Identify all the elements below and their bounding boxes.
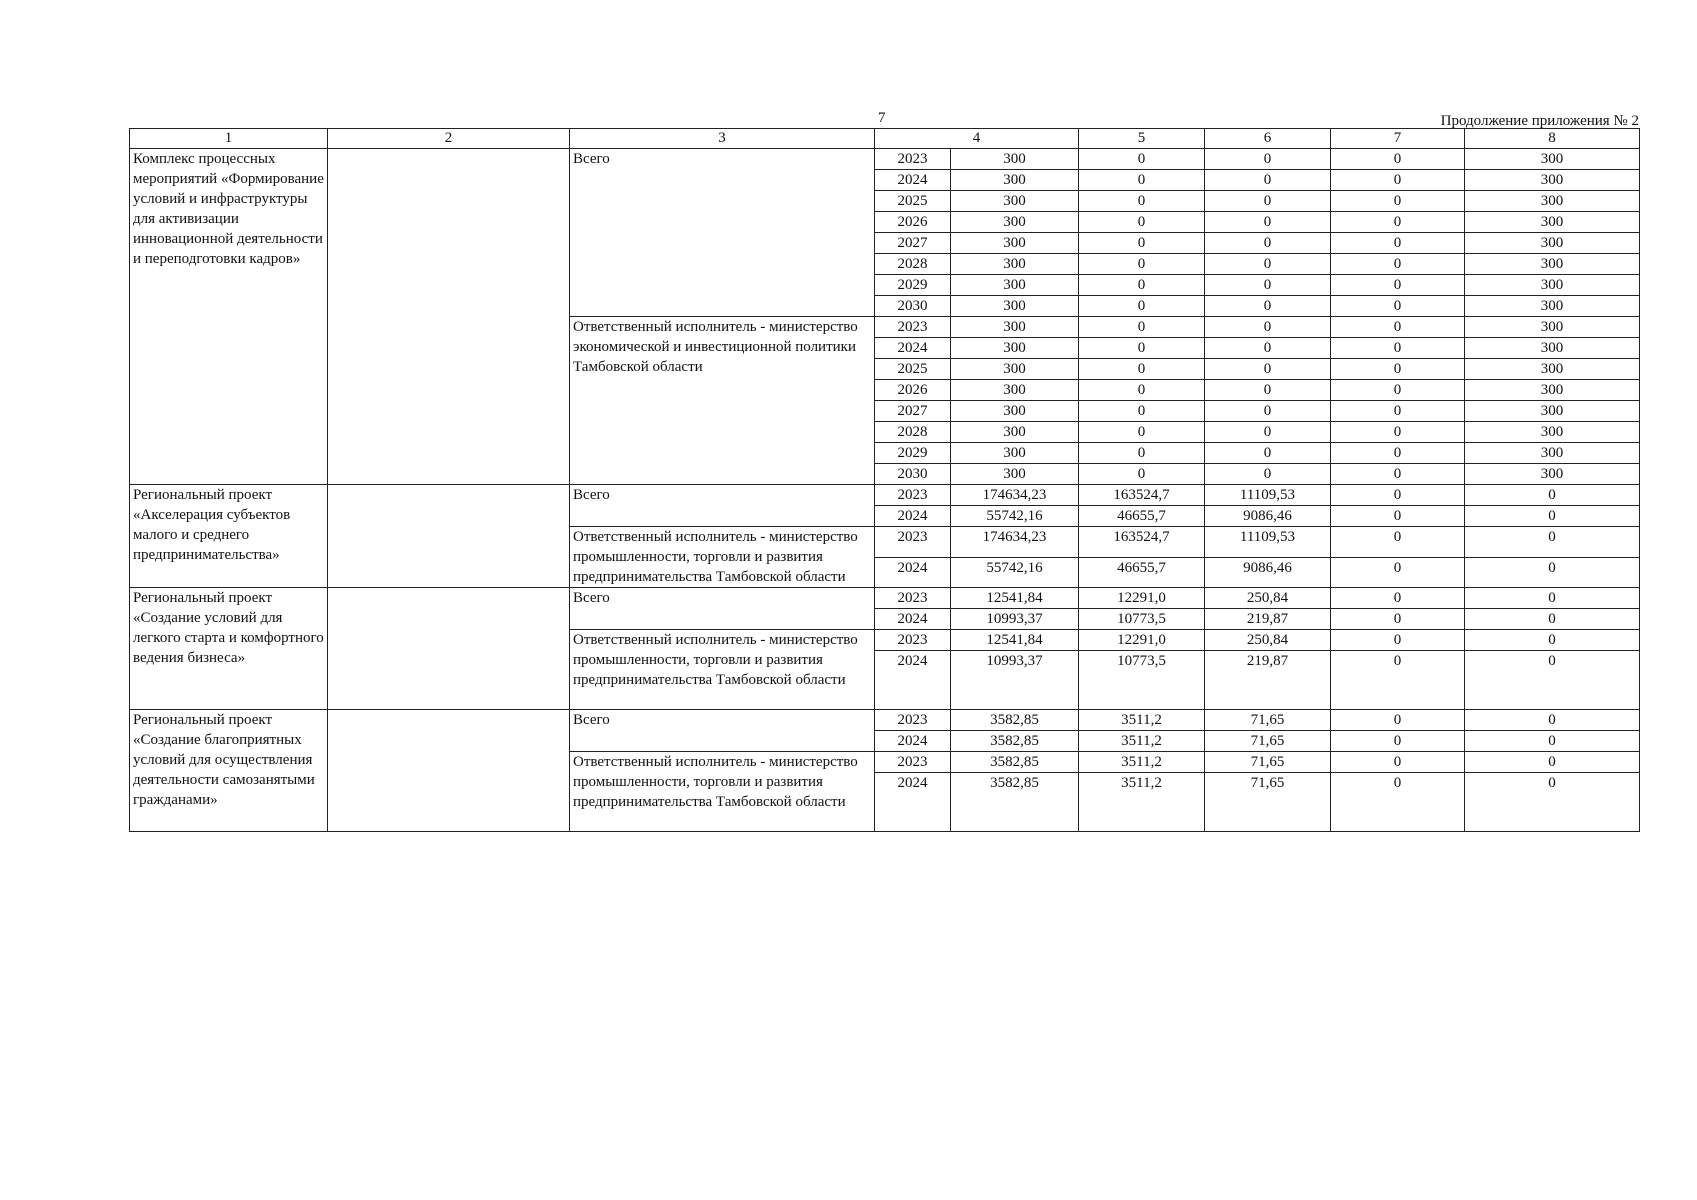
local-value-cell: 0 xyxy=(1331,485,1465,506)
total-label: Всего xyxy=(570,588,875,630)
total-value-cell: 174634,23 xyxy=(951,527,1079,558)
regional-value-cell: 0 xyxy=(1205,233,1331,254)
regional-value-cell: 0 xyxy=(1205,422,1331,443)
other-value-cell: 0 xyxy=(1465,588,1640,609)
regional-value-cell: 0 xyxy=(1205,149,1331,170)
regional-value-cell: 0 xyxy=(1205,212,1331,233)
header-row xyxy=(130,129,1640,149)
regional-value-cell: 0 xyxy=(1205,359,1331,380)
spacer-cell xyxy=(951,671,1079,710)
total-value-cell: 300 xyxy=(951,275,1079,296)
year-cell: 2023 xyxy=(875,630,951,651)
federal-value-cell: 46655,7 xyxy=(1079,506,1205,527)
local-value-cell: 0 xyxy=(1331,609,1465,630)
other-value-cell: 300 xyxy=(1465,338,1640,359)
local-value-cell: 0 xyxy=(1331,588,1465,609)
year-cell: 2029 xyxy=(875,275,951,296)
year-cell: 2030 xyxy=(875,296,951,317)
year-cell: 2024 xyxy=(875,506,951,527)
federal-value-cell: 3511,2 xyxy=(1079,731,1205,752)
responsible-executor-label: Ответственный исполнитель - министерство промышленности, торговли и развития предпринимательства Тамбовской области xyxy=(570,527,875,588)
regional-value-cell: 250,84 xyxy=(1205,630,1331,651)
spacer-cell xyxy=(1205,671,1331,710)
local-value-cell: 0 xyxy=(1331,651,1465,672)
other-value-cell: 300 xyxy=(1465,443,1640,464)
total-value-cell: 12541,84 xyxy=(951,588,1079,609)
local-value-cell: 0 xyxy=(1331,254,1465,275)
year-cell: 2027 xyxy=(875,401,951,422)
total-value-cell: 10993,37 xyxy=(951,651,1079,672)
year-cell: 2023 xyxy=(875,527,951,558)
other-value-cell: 0 xyxy=(1465,506,1640,527)
local-value-cell: 0 xyxy=(1331,359,1465,380)
page-number: 7 xyxy=(878,110,886,126)
other-value-cell: 300 xyxy=(1465,401,1640,422)
year-cell: 2024 xyxy=(875,731,951,752)
year-cell: 2028 xyxy=(875,422,951,443)
section-name: Региональный проект «Создание условий для легкого старта и комфортного ведения бизнеса» xyxy=(130,588,328,710)
spacer-cell xyxy=(875,793,951,832)
other-value-cell: 0 xyxy=(1465,557,1640,588)
other-value-cell: 300 xyxy=(1465,359,1640,380)
header-cell-6: 6 xyxy=(1205,129,1331,149)
other-value-cell: 300 xyxy=(1465,191,1640,212)
local-value-cell: 0 xyxy=(1331,275,1465,296)
regional-value-cell: 0 xyxy=(1205,254,1331,275)
regional-value-cell: 0 xyxy=(1205,296,1331,317)
year-cell: 2030 xyxy=(875,464,951,485)
column-2-cell xyxy=(328,149,570,485)
regional-value-cell: 0 xyxy=(1205,401,1331,422)
local-value-cell: 0 xyxy=(1331,191,1465,212)
regional-value-cell: 11109,53 xyxy=(1205,527,1331,558)
local-value-cell: 0 xyxy=(1331,149,1465,170)
local-value-cell: 0 xyxy=(1331,464,1465,485)
total-value-cell: 300 xyxy=(951,443,1079,464)
regional-value-cell: 0 xyxy=(1205,275,1331,296)
year-cell: 2024 xyxy=(875,170,951,191)
local-value-cell: 0 xyxy=(1331,527,1465,558)
federal-value-cell: 0 xyxy=(1079,254,1205,275)
federal-value-cell: 10773,5 xyxy=(1079,651,1205,672)
regional-value-cell: 71,65 xyxy=(1205,710,1331,731)
total-value-cell: 300 xyxy=(951,212,1079,233)
total-value-cell: 3582,85 xyxy=(951,710,1079,731)
federal-value-cell: 3511,2 xyxy=(1079,752,1205,773)
other-value-cell: 0 xyxy=(1465,752,1640,773)
local-value-cell: 0 xyxy=(1331,773,1465,794)
header-cell-5: 5 xyxy=(1079,129,1205,149)
total-value-cell: 55742,16 xyxy=(951,557,1079,588)
other-value-cell: 0 xyxy=(1465,710,1640,731)
other-value-cell: 0 xyxy=(1465,731,1640,752)
total-value-cell: 174634,23 xyxy=(951,485,1079,506)
year-cell: 2023 xyxy=(875,710,951,731)
total-value-cell: 300 xyxy=(951,317,1079,338)
federal-value-cell: 0 xyxy=(1079,191,1205,212)
local-value-cell: 0 xyxy=(1331,752,1465,773)
total-value-cell: 300 xyxy=(951,422,1079,443)
federal-value-cell: 3511,2 xyxy=(1079,773,1205,794)
local-value-cell: 0 xyxy=(1331,317,1465,338)
budget-table xyxy=(129,128,1640,832)
local-value-cell: 0 xyxy=(1331,296,1465,317)
header-cell-2: 2 xyxy=(328,129,570,149)
total-value-cell: 10993,37 xyxy=(951,609,1079,630)
other-value-cell: 300 xyxy=(1465,212,1640,233)
other-value-cell: 300 xyxy=(1465,233,1640,254)
federal-value-cell: 0 xyxy=(1079,401,1205,422)
total-value-cell: 300 xyxy=(951,170,1079,191)
spacer-cell xyxy=(1465,671,1640,710)
year-cell: 2025 xyxy=(875,359,951,380)
year-cell: 2027 xyxy=(875,233,951,254)
other-value-cell: 300 xyxy=(1465,254,1640,275)
other-value-cell: 300 xyxy=(1465,170,1640,191)
local-value-cell: 0 xyxy=(1331,233,1465,254)
column-2-cell xyxy=(328,710,570,832)
year-cell: 2024 xyxy=(875,609,951,630)
year-cell: 2023 xyxy=(875,485,951,506)
total-value-cell: 300 xyxy=(951,233,1079,254)
section-name: Региональный проект «Создание благоприятных условий для осуществления деятельности самозанятыми гражданами» xyxy=(130,710,328,832)
responsible-executor-label: Ответственный исполнитель - министерство экономической и инвестиционной политики Тамбовской области xyxy=(570,317,875,485)
year-cell: 2028 xyxy=(875,254,951,275)
federal-value-cell: 0 xyxy=(1079,317,1205,338)
other-value-cell: 300 xyxy=(1465,275,1640,296)
federal-value-cell: 163524,7 xyxy=(1079,485,1205,506)
other-value-cell: 300 xyxy=(1465,317,1640,338)
other-value-cell: 0 xyxy=(1465,773,1640,794)
year-cell: 2025 xyxy=(875,191,951,212)
other-value-cell: 300 xyxy=(1465,464,1640,485)
year-cell: 2023 xyxy=(875,752,951,773)
regional-value-cell: 0 xyxy=(1205,380,1331,401)
local-value-cell: 0 xyxy=(1331,557,1465,588)
table-body xyxy=(130,129,1640,832)
other-value-cell: 0 xyxy=(1465,485,1640,506)
regional-value-cell: 71,65 xyxy=(1205,752,1331,773)
local-value-cell: 0 xyxy=(1331,731,1465,752)
total-value-cell: 300 xyxy=(951,149,1079,170)
total-value-cell: 300 xyxy=(951,338,1079,359)
other-value-cell: 300 xyxy=(1465,422,1640,443)
regional-value-cell: 250,84 xyxy=(1205,588,1331,609)
federal-value-cell: 0 xyxy=(1079,212,1205,233)
other-value-cell: 0 xyxy=(1465,630,1640,651)
year-cell: 2029 xyxy=(875,443,951,464)
local-value-cell: 0 xyxy=(1331,422,1465,443)
total-value-cell: 3582,85 xyxy=(951,731,1079,752)
header-cell-7: 7 xyxy=(1331,129,1465,149)
local-value-cell: 0 xyxy=(1331,212,1465,233)
year-cell: 2023 xyxy=(875,588,951,609)
header-cell-3: 3 xyxy=(570,129,875,149)
year-cell: 2026 xyxy=(875,212,951,233)
regional-value-cell: 71,65 xyxy=(1205,731,1331,752)
table-row xyxy=(130,710,1640,731)
regional-value-cell: 0 xyxy=(1205,317,1331,338)
other-value-cell: 300 xyxy=(1465,149,1640,170)
table-row xyxy=(130,588,1640,609)
local-value-cell: 0 xyxy=(1331,443,1465,464)
other-value-cell: 300 xyxy=(1465,296,1640,317)
regional-value-cell: 0 xyxy=(1205,170,1331,191)
header-cell-8: 8 xyxy=(1465,129,1640,149)
spacer-cell xyxy=(1331,671,1465,710)
spacer-cell xyxy=(1079,671,1205,710)
regional-value-cell: 0 xyxy=(1205,443,1331,464)
federal-value-cell: 0 xyxy=(1079,443,1205,464)
responsible-executor-label: Ответственный исполнитель - министерство промышленности, торговли и развития предпринимательства Тамбовской области xyxy=(570,630,875,710)
federal-value-cell: 0 xyxy=(1079,233,1205,254)
total-value-cell: 300 xyxy=(951,254,1079,275)
year-cell: 2024 xyxy=(875,557,951,588)
total-value-cell: 300 xyxy=(951,191,1079,212)
section-name: Региональный проект «Акселерация субъектов малого и среднего предпринимательства» xyxy=(130,485,328,588)
federal-value-cell: 0 xyxy=(1079,464,1205,485)
federal-value-cell: 0 xyxy=(1079,149,1205,170)
federal-value-cell: 46655,7 xyxy=(1079,557,1205,588)
local-value-cell: 0 xyxy=(1331,401,1465,422)
year-cell: 2026 xyxy=(875,380,951,401)
federal-value-cell: 163524,7 xyxy=(1079,527,1205,558)
total-value-cell: 300 xyxy=(951,401,1079,422)
total-label: Всего xyxy=(570,710,875,752)
local-value-cell: 0 xyxy=(1331,380,1465,401)
federal-value-cell: 12291,0 xyxy=(1079,630,1205,651)
total-value-cell: 300 xyxy=(951,296,1079,317)
spacer-cell xyxy=(1205,793,1331,832)
header-cell-1: 1 xyxy=(130,129,328,149)
table-row xyxy=(130,485,1640,506)
other-value-cell: 0 xyxy=(1465,609,1640,630)
spacer-cell xyxy=(875,671,951,710)
federal-value-cell: 12291,0 xyxy=(1079,588,1205,609)
table-row xyxy=(130,149,1640,170)
regional-value-cell: 0 xyxy=(1205,191,1331,212)
federal-value-cell: 0 xyxy=(1079,275,1205,296)
regional-value-cell: 0 xyxy=(1205,338,1331,359)
regional-value-cell: 0 xyxy=(1205,464,1331,485)
year-cell: 2023 xyxy=(875,317,951,338)
local-value-cell: 0 xyxy=(1331,506,1465,527)
total-value-cell: 300 xyxy=(951,380,1079,401)
local-value-cell: 0 xyxy=(1331,710,1465,731)
spacer-cell xyxy=(1465,793,1640,832)
other-value-cell: 0 xyxy=(1465,527,1640,558)
year-cell: 2024 xyxy=(875,773,951,794)
federal-value-cell: 0 xyxy=(1079,380,1205,401)
total-value-cell: 300 xyxy=(951,359,1079,380)
other-value-cell: 0 xyxy=(1465,651,1640,672)
federal-value-cell: 0 xyxy=(1079,338,1205,359)
total-value-cell: 55742,16 xyxy=(951,506,1079,527)
responsible-executor-label: Ответственный исполнитель - министерство промышленности, торговли и развития предпринимательства Тамбовской области xyxy=(570,752,875,832)
column-2-cell xyxy=(328,588,570,710)
spacer-cell xyxy=(1331,793,1465,832)
regional-value-cell: 11109,53 xyxy=(1205,485,1331,506)
regional-value-cell: 71,65 xyxy=(1205,773,1331,794)
federal-value-cell: 0 xyxy=(1079,170,1205,191)
other-value-cell: 300 xyxy=(1465,380,1640,401)
federal-value-cell: 0 xyxy=(1079,422,1205,443)
federal-value-cell: 0 xyxy=(1079,296,1205,317)
year-cell: 2023 xyxy=(875,149,951,170)
total-value-cell: 12541,84 xyxy=(951,630,1079,651)
total-value-cell: 3582,85 xyxy=(951,773,1079,794)
regional-value-cell: 219,87 xyxy=(1205,651,1331,672)
section-name: Комплекс процессных мероприятий «Формирование условий и инфраструктуры для активизации инновационной деятельности и переподготовки кадров» xyxy=(130,149,328,485)
federal-value-cell: 10773,5 xyxy=(1079,609,1205,630)
local-value-cell: 0 xyxy=(1331,170,1465,191)
total-label: Всего xyxy=(570,485,875,527)
regional-value-cell: 9086,46 xyxy=(1205,557,1331,588)
regional-value-cell: 9086,46 xyxy=(1205,506,1331,527)
continuation-title: Продолжение приложения № 2 xyxy=(1440,113,1639,129)
column-2-cell xyxy=(328,485,570,588)
spacer-cell xyxy=(1079,793,1205,832)
local-value-cell: 0 xyxy=(1331,630,1465,651)
total-label: Всего xyxy=(570,149,875,317)
local-value-cell: 0 xyxy=(1331,338,1465,359)
year-cell: 2024 xyxy=(875,651,951,672)
year-cell: 2024 xyxy=(875,338,951,359)
header-cell-4: 4 xyxy=(875,129,1079,149)
regional-value-cell: 219,87 xyxy=(1205,609,1331,630)
spacer-cell xyxy=(951,793,1079,832)
total-value-cell: 300 xyxy=(951,464,1079,485)
total-value-cell: 3582,85 xyxy=(951,752,1079,773)
federal-value-cell: 0 xyxy=(1079,359,1205,380)
federal-value-cell: 3511,2 xyxy=(1079,710,1205,731)
